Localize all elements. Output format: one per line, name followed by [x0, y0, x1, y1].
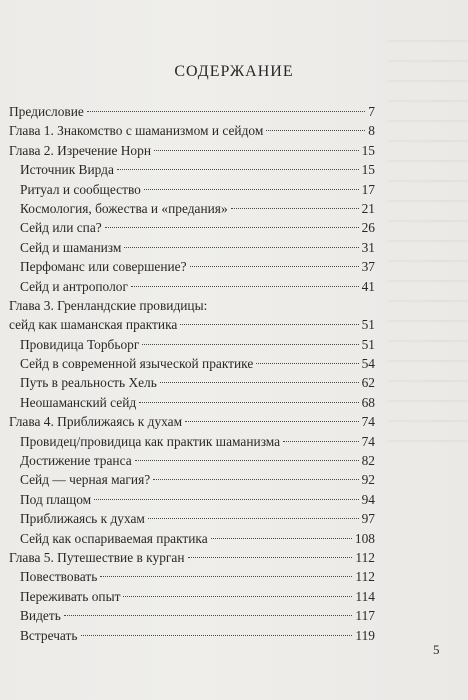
- toc-entry-label: сейд как шаманская практика: [9, 317, 178, 333]
- toc-entry-label: Глава 5. Путешествие в курган: [9, 549, 185, 565]
- toc-entry-page: 92: [361, 472, 375, 488]
- toc-entry-page: 51: [361, 336, 375, 352]
- toc-entry-label: Сейд — черная магия?: [20, 472, 151, 488]
- dot-leader: [131, 286, 359, 287]
- dot-leader: [231, 208, 359, 209]
- dot-leader: [105, 227, 359, 228]
- toc-entry-label: Видеть: [20, 608, 61, 624]
- dot-leader: [142, 344, 358, 345]
- dot-leader: [148, 518, 359, 519]
- toc-entry-label: Глава 1. Знакомство с шаманизмом и сейдом: [9, 123, 264, 139]
- toc-entry-label: Приближаясь к духам: [20, 511, 145, 527]
- toc-entry-label: Перфоманс или совершение?: [20, 259, 187, 275]
- toc-entry: [9, 356, 375, 375]
- dot-leader: [160, 382, 359, 383]
- toc-entry-page: 26: [361, 220, 375, 236]
- toc-entry: [9, 589, 375, 608]
- toc-entry-label: Космология, божества и «предания»: [20, 200, 228, 216]
- toc-entry: [9, 375, 375, 394]
- toc-entry-label: Достижение транса: [20, 453, 132, 469]
- page-number: 5: [433, 642, 440, 657]
- toc-entry: [9, 531, 375, 550]
- toc-entry-page: 31: [361, 239, 375, 255]
- toc-entry-page: 7: [368, 104, 375, 119]
- toc-entry-page: 62: [361, 375, 375, 391]
- toc-entry-page: 108: [354, 530, 375, 546]
- toc-entry: [9, 492, 375, 511]
- toc-entry: [9, 123, 375, 142]
- toc-entry-label: Глава 3. Гренландские провидицы:: [9, 297, 208, 313]
- toc-entry: [9, 143, 375, 162]
- toc-entry-label: Сейд как оспариваемая практика: [20, 530, 208, 546]
- dot-leader: [135, 460, 359, 461]
- toc-entry: [9, 182, 375, 201]
- dot-leader: [153, 479, 358, 480]
- dot-leader: [87, 111, 365, 112]
- toc-entry: [9, 434, 375, 453]
- toc-entry: [9, 162, 375, 181]
- toc-entry-page: 97: [361, 511, 375, 527]
- toc-entry-label: Провидец/провидица как практик шаманизма: [20, 433, 281, 449]
- toc-entry-label: Путь в реальность Хель: [20, 375, 157, 391]
- toc-entry-label: Сейд и антрополог: [20, 278, 128, 294]
- dot-leader: [266, 130, 365, 131]
- toc-entry-page: 119: [355, 627, 375, 643]
- toc-entry-page: 112: [355, 549, 375, 565]
- toc-entry: [9, 511, 375, 530]
- toc-entry-page: 112: [355, 569, 375, 585]
- toc-entry: [9, 628, 375, 647]
- toc-entry: [9, 317, 375, 336]
- toc-entry-page: 37: [361, 259, 375, 275]
- toc-entry-label: Встречать: [20, 627, 78, 643]
- dot-leader: [188, 557, 353, 558]
- dot-leader: [117, 169, 359, 170]
- dot-leader: [81, 635, 353, 636]
- dot-leader: [256, 363, 358, 364]
- toc-entry-page: 21: [361, 200, 375, 216]
- dot-leader: [180, 324, 358, 325]
- toc-entry: [9, 472, 375, 491]
- dot-leader: [64, 615, 353, 616]
- toc-entry-page: 54: [361, 356, 375, 372]
- toc-entry: [9, 608, 375, 627]
- toc-entry: [9, 337, 375, 356]
- toc-entry: [9, 453, 375, 472]
- dot-leader: [283, 441, 358, 442]
- toc-entry-label: Ритуал и сообщество: [20, 181, 141, 197]
- toc-entry-label: Сейд или спа?: [20, 220, 102, 236]
- toc-entry-page: 82: [361, 453, 375, 469]
- dot-leader: [144, 189, 359, 190]
- toc-entry: [9, 569, 375, 588]
- toc-entry-page: 68: [361, 394, 375, 410]
- toc-entry-page: 51: [361, 317, 375, 333]
- toc-entry-label: Неошаманский сейд: [20, 394, 137, 410]
- toc-list: [9, 104, 375, 647]
- dot-leader: [94, 499, 358, 500]
- dot-leader: [154, 150, 359, 151]
- toc-entry-page: 94: [361, 491, 375, 507]
- toc-entry-label: Сейд в современной языческой практике: [20, 356, 254, 372]
- toc-entry-label: Источник Вирда: [20, 162, 114, 178]
- toc-entry-label: Под плащом: [20, 491, 92, 507]
- toc-entry: [9, 104, 375, 123]
- toc-entry-page: 41: [361, 278, 375, 294]
- toc-entry-page: 74: [361, 433, 375, 449]
- toc-entry: [9, 279, 375, 298]
- toc-entry: [9, 414, 375, 433]
- toc-entry-label: Провидица Торбьорг: [20, 336, 140, 352]
- toc-entry-page: 74: [361, 414, 375, 430]
- toc-entry-page: 15: [361, 142, 375, 158]
- toc-entry: [9, 240, 375, 259]
- dot-leader: [190, 266, 359, 267]
- toc-entry-label: Глава 4. Приближаясь к духам: [9, 414, 183, 430]
- dot-leader: [139, 402, 358, 403]
- toc-entry: [9, 201, 375, 220]
- toc-entry: [9, 395, 375, 414]
- toc-entry-label: Глава 2. Изречение Норн: [9, 142, 151, 158]
- dot-leader: [123, 596, 352, 597]
- toc-entry-page: 17: [361, 181, 375, 197]
- toc-heading: СОДЕРЖАНИЕ: [174, 63, 294, 80]
- dot-leader: [100, 576, 352, 577]
- toc-entry-label: Повествовать: [20, 569, 98, 585]
- toc-entry-label: Предисловие: [9, 104, 84, 119]
- toc-entry-page: 8: [368, 123, 375, 139]
- toc-entry-label: Сейд и шаманизм: [20, 239, 122, 255]
- toc-entry: [9, 259, 375, 278]
- dot-leader: [124, 247, 358, 248]
- toc-entry: [9, 550, 375, 569]
- toc-entry-page: 15: [361, 162, 375, 178]
- toc-entry: [9, 220, 375, 239]
- toc-entry-page: 114: [355, 588, 375, 604]
- toc-entry-page: 117: [355, 608, 375, 624]
- toc-entry-label: Переживать опыт: [20, 588, 121, 604]
- dot-leader: [211, 538, 352, 539]
- toc-entry: [9, 298, 375, 317]
- dot-leader: [185, 421, 359, 422]
- bleed-through-shadow: [388, 40, 468, 460]
